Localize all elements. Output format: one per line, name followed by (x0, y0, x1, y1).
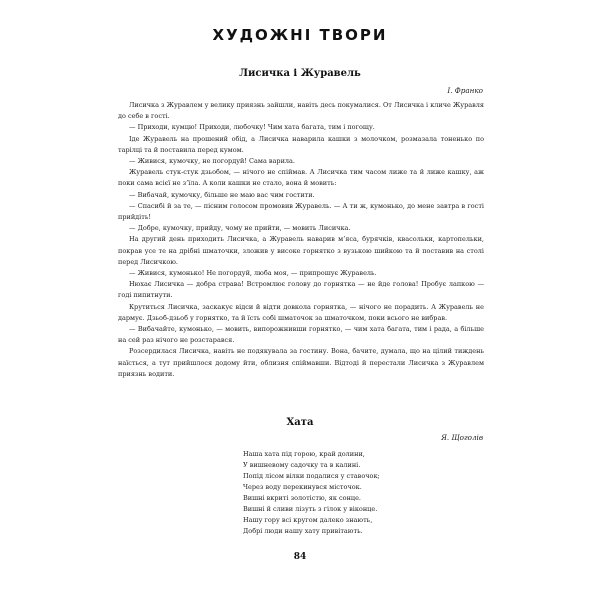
page-number: 84 (293, 552, 307, 562)
poem-line: Попід лісом вілки подалися у ставочок; (243, 472, 380, 480)
poem-body (243, 449, 483, 537)
poem-line: Через воду перекинувся місточок. (243, 483, 362, 491)
story-paragraph: Крутиться Лисичка, заскакує відси й відти довкола горнятка, — нічого не порадить. А Журавель не дармує. Дзьоб-дзьоб у горнятко, та й їсть собі шматочок за шматочком, поки всього не вибрав. (118, 302, 484, 322)
story-paragraph: Лисичка з Журавлем у велику приязнь зайшли, навіть десь покумалися. От Лисичка і кличе Журавля до себе в гості. (118, 101, 484, 121)
story-paragraph: — Добре, кумочку, прийду, чому не прийти, — мовить Лисичка. (129, 224, 351, 233)
story-paragraph: — Живися, кумочку, не погордуй! Сама варила. (129, 157, 295, 166)
story-paragraph: — Вибачай, кумочку, більше не маю вас чим гостити. (129, 190, 315, 199)
story-paragraph: — Живися, кумонько! Не погордуй, люба моя, — припрошує Журавель. (129, 269, 377, 278)
story-paragraph: Іде Журавель на прошений обід, а Лисичка наварила кашки з молочком, розмазала тоненько по тарілці та й поставила перед кумом. (118, 134, 484, 154)
story-body (118, 100, 484, 380)
poem-line: Вишні вкриті золотістю, як сонце. (243, 494, 361, 502)
story-title: Лисичка і Журавель (239, 68, 361, 79)
story-paragraph: На другий день приходить Лисичка, а Журавель наварив м’яса, бурячків, квасольки, картопельки, покрав усе те на дрібні шматочки, зложив у високе горнятко з вузькою шийкою та й поставив на столі перед Лисичкою. (118, 235, 484, 266)
section-title: ХУДОЖНІ ТВОРИ (212, 26, 388, 44)
poem-line: Вишні й сливи лізуть з гілок у віконце. (243, 505, 378, 513)
story-paragraph: — Спасибі й за те, — пісним голосом промовив Журавель. — А ти ж, кумонько, до мене завтра в гості прийдіть! (118, 201, 484, 222)
story-author: І. Франко (447, 86, 483, 95)
story-paragraph: Розсердилася Лисичка, навіть не подякувала за гостину. Вона, бачите, думала, що на цілий тиждень наїсться, а тут прийшлося додому йти, облизня спіймавши. Відтоді й перестали Лисичка з Журавлем приязнь водити. (118, 347, 484, 378)
poem-line: Нашу гору всі кругом далеко знають, (243, 516, 373, 524)
story-paragraph: Нюхає Лисичка — добра страва! Встромлює голову до горнятка — не йде голова! Пробує лапкою — годі пипитнути. (118, 280, 484, 300)
story-paragraph: — Приходи, кумцю! Приходи, любочку! Чим хата багата, тим і погощу. (129, 123, 375, 132)
poem-line: У вишневому садочку та в калині. (243, 461, 361, 469)
poem-line: Добрі люди нашу хату привітають. (243, 527, 363, 535)
story-paragraph: Журавель стук-стук дзьобом, — нічого не спіймав. А Лисичка тим часом лиже та й лиже кашку, аж поки сама всієї не з’їла. А коли кашки не стало, вона й мовить: (118, 168, 484, 188)
poem-author: Я. Щоголів (441, 433, 483, 442)
poem-line: Наша хата під горою, край долини, (243, 450, 365, 458)
story-paragraph: — Вибачайте, кумонько, — мовить, випорожнивши горнятко, — чим хата багата, тим і рада, а більше на сей раз нічого не розстарався. (118, 325, 484, 345)
poem-title: Хата (286, 417, 314, 428)
